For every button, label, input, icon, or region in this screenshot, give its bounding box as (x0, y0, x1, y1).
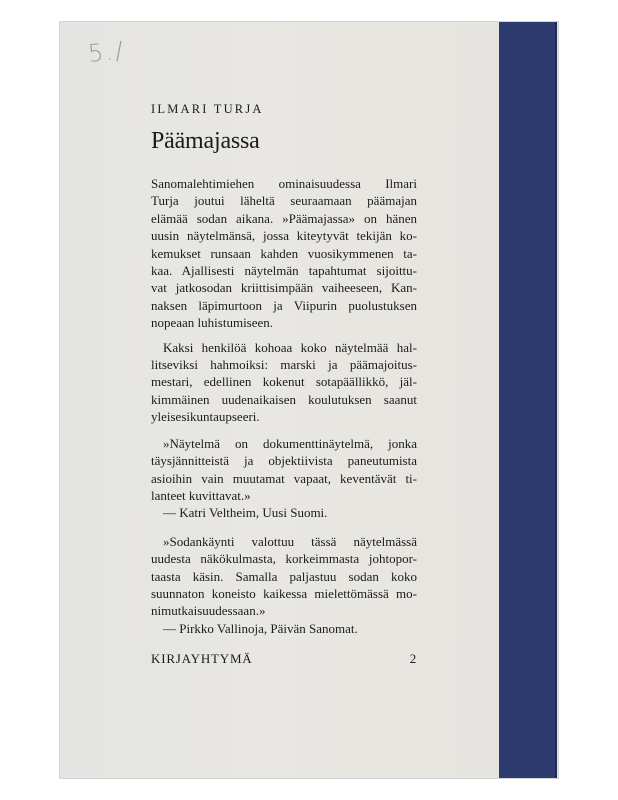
text-line: Sanomalehtimiehen ominaisuudessa Ilmari (151, 176, 417, 191)
author-name: ILMARI TURJA (151, 102, 264, 116)
text-line: kemukset runsaan kahden vuosikymmenen ta- (151, 245, 417, 261)
text-line: suunnaton koneisto kaikessa mielettömässä mo- (151, 585, 417, 601)
text-line: vat jatkosodan kriittisimpään vaiheeseen, Kan- (151, 280, 417, 296)
blurb-paragraph-1 (151, 175, 417, 332)
text-line: kimmäinen uudenaikaisen koulutuksen saanut (151, 391, 417, 407)
text-line: täysjännitteistä ja objektiivista paneutumista (151, 453, 417, 469)
cover-footer (151, 651, 417, 667)
text-line: Kaksi henkilöä kohoaa koko näytelmää hal- (163, 339, 417, 355)
text-line: nopeaan luhistumiseen. (151, 315, 274, 331)
text-line: »Näytelmä on dokumenttinäytelmä, jonka (163, 435, 417, 451)
publisher-name: KIRJAYHTYMÄ (151, 651, 253, 666)
blurb-paragraph-2 (151, 339, 417, 426)
text-line: taasta käsin. Samalla paljastuu sodan koko (151, 568, 417, 584)
text-line: elämää sodan aikana. »Päämajassa» on hänen (151, 210, 417, 226)
text-line: Turja joutui läheltä seuraamaan päämajan (151, 193, 417, 209)
review-quote-2 (151, 533, 417, 620)
handwritten-note: 5./ (86, 36, 127, 68)
review-attribution-1: — Katri Veltheim, Uusi Suomi. (163, 505, 328, 521)
book-title: Päämajassa (151, 128, 260, 154)
text-line: uusin näytelmänsä, jossa kiteytyvät tekijän ko- (151, 228, 417, 244)
text-line: yleisesikuntaupseeri. (151, 409, 260, 425)
text-line: naksen läpimurtoon ja Viipurin puolustuksen (151, 297, 417, 313)
book-spine (499, 22, 557, 778)
review-quote-1 (151, 435, 417, 505)
text-line: kaa. Ajallisesti näytelmän tapahtumat sijoittu- (151, 263, 417, 279)
text-line: »Sodankäynti valottuu tässä näytelmässä (163, 533, 417, 549)
cover-text-block (151, 100, 417, 648)
text-line: asioihin vain muutamat vapaat, keventävät ti- (151, 470, 417, 486)
text-line: uudesta näkökulmasta, korkeimmasta johtopor- (151, 551, 417, 567)
text-line: nimutkaisuudessaan.» (151, 603, 266, 619)
text-line: litseviksi hahmoiksi: marski ja päämajoitus- (151, 357, 417, 373)
series-number: 2 (409, 651, 417, 666)
text-line: mestari, edellinen kokenut sotapäällikkö, jäl- (151, 374, 417, 390)
review-attribution-2: — Pirkko Vallinoja, Päivän Sanomat. (163, 620, 358, 636)
text-line: lanteet kuvittavat.» (151, 487, 251, 503)
